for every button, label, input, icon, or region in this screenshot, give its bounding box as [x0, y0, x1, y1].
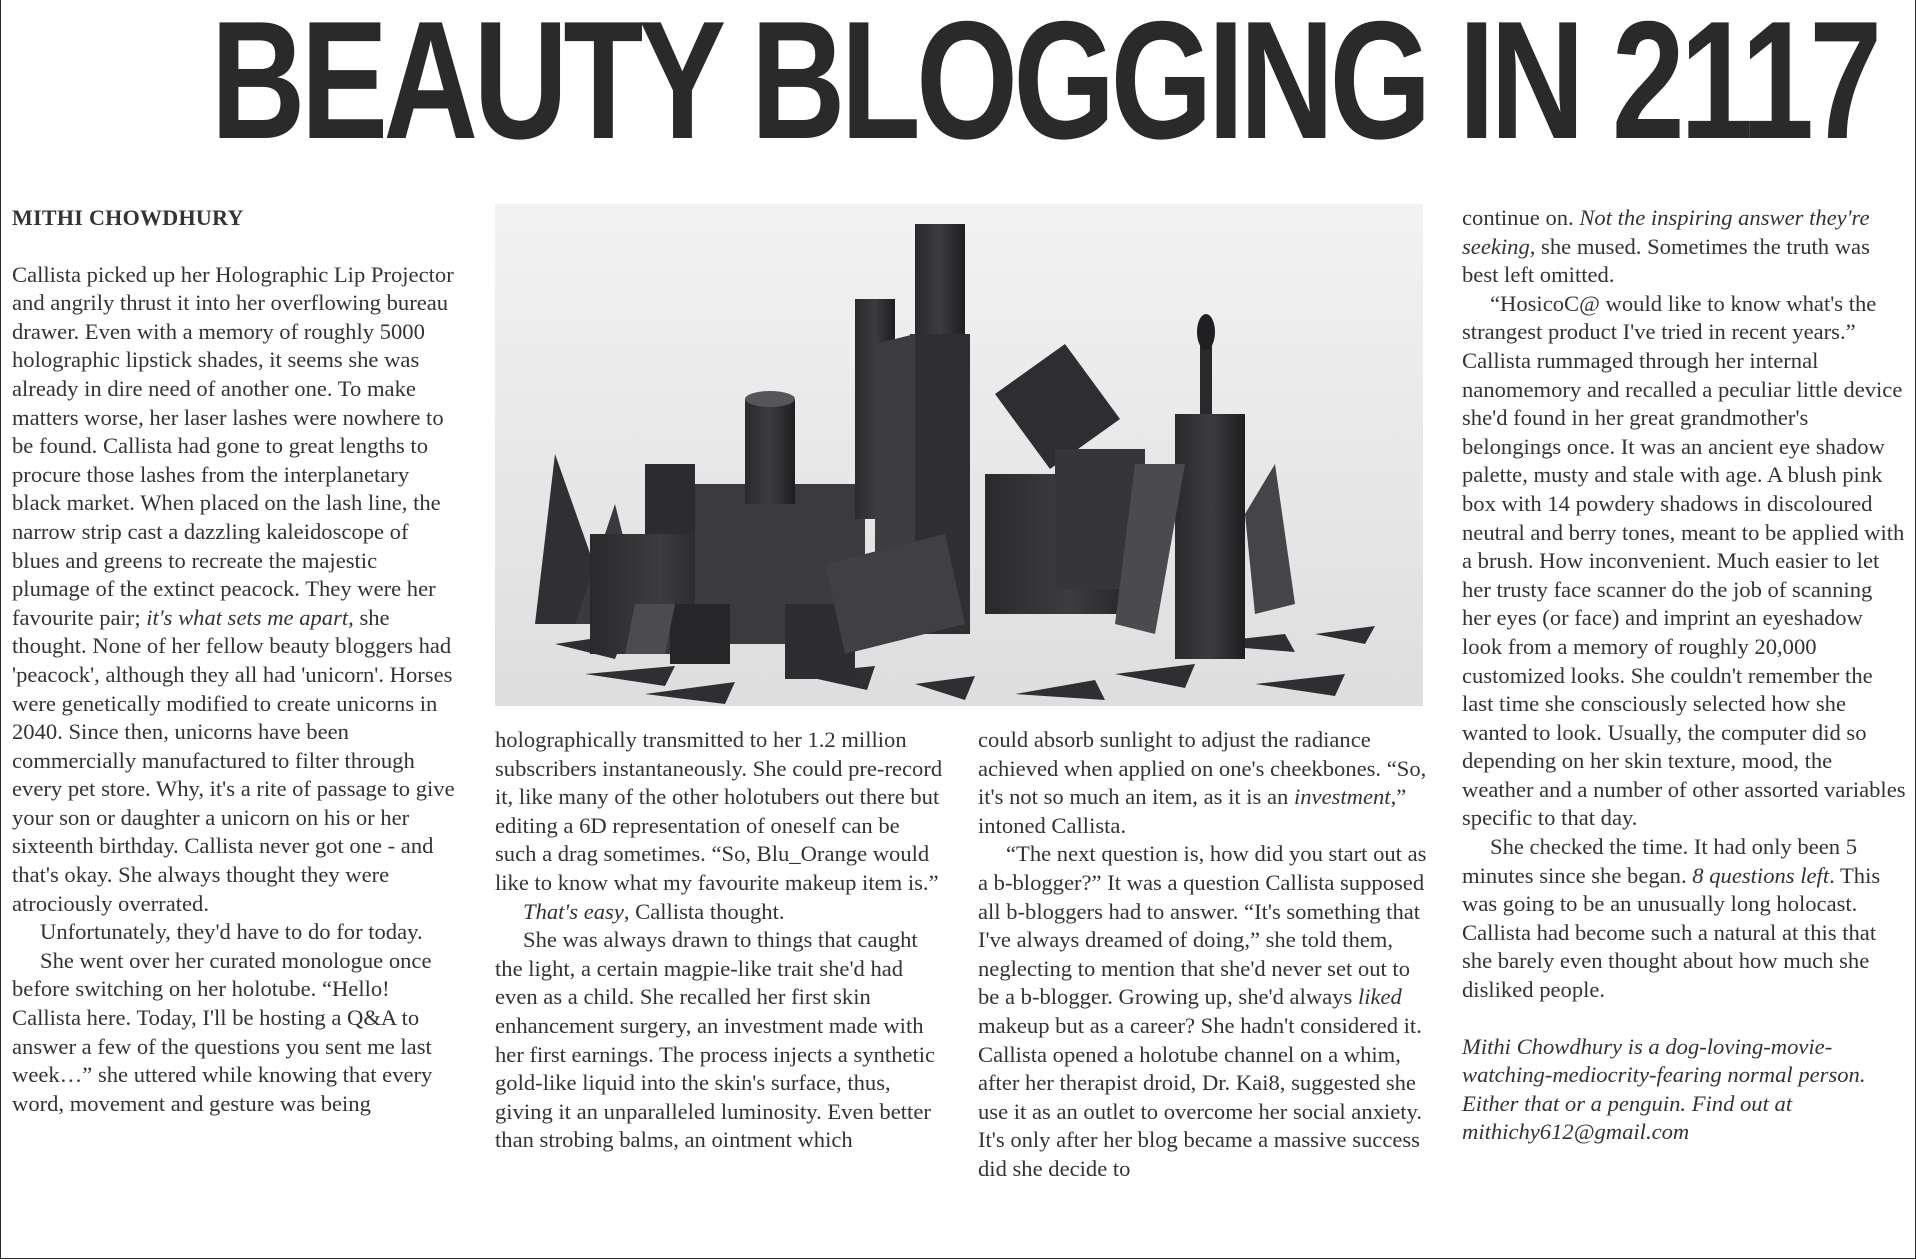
paragraph: She went over her curated monologue once before switching on her holotube. “Hello! Callista here. Today, I'll be hosting a Q&A to answer a few of the questions you sent me last week…” she uttered while knowing that every word, movement and gesture was being — [12, 947, 433, 1116]
paragraph: That's easy, Callista thought. — [523, 898, 785, 924]
paragraph: Unfortunately, they'd have to do for today. — [40, 919, 423, 945]
column-1 — [12, 204, 460, 1118]
column-4 — [1462, 204, 1906, 1147]
paragraph: continue on. Not the inspiring answer they're seeking, she mused. Sometimes the truth was best left omitted. — [1462, 205, 1870, 288]
paragraph: holographically transmitted to her 1.2 million subscribers instantaneously. She could pre-record it, like many of the other holotubers out there but editing a 6D representation of oneself can be such a drag sometimes. “So, Blu_Orange would like to know what my favourite makeup item is.” — [495, 727, 943, 895]
cosmetics-sculpture-photo — [495, 204, 1423, 706]
paragraph: She was always drawn to things that caught the light, a certain magpie-like trait she'd had even as a child. She recalled her first skin enhancement surgery, an investment made with her first earnings. The process injects a synthetic gold-like liquid into the skin's surface, thus, giving it an unparalleled luminosity. Even better than strobing balms, an ointment which — [495, 927, 936, 1153]
byline: MITHI CHOWDHURY — [12, 205, 244, 230]
paragraph: She checked the time. It had only been 5 minutes since she began. 8 questions left. This was going to be an unusually long holocast. Callista had become such a natural at this that she barely even thought about how much she disliked people. — [1462, 834, 1881, 1003]
paragraph: “The next question is, how did you start out as a b-blogger?” It was a question Callista supposed all b-bloggers had to answer. “It's something that I've always dreamed of doing,” she told them, neglecting to mention that she'd never set out to be a b-blogger. Growing up, she'd always liked makeup but as a career? She hadn't considered it. Callista opened a holotube channel on a whim, after her therapist droid, Dr. Kai8, suggested she use it as an outlet to overcome her social anxiety. It's only after her blog became a massive success did she decide to — [978, 841, 1427, 1181]
column-3 — [978, 726, 1428, 1184]
paragraph: “HosicoC@ would like to know what's the strangest product I've tried in recent years.” Callista rummaged through her internal nanomemory and recalled a peculiar little device she'd found in her great grandmother's belongings once. It was an ancient eye shadow palette, musty and stale with age. A blush pink box with 14 powdery shadows in discoloured neutral and berry tones, meant to be applied with a brush. How inconvenient. Much easier to let her trusty face scanner do the job of scanning her eyes (or face) and imprint an eyeshadow look from a memory of roughly 20,000 customized looks. She couldn't remember the last time she consciously selected how she wanted to look. Usually, the computer did so depending on her skin texture, mood, the weather and a number of other assorted variables specific to that day. — [1462, 290, 1906, 831]
author-bio: Mithi Chowdhury is a dog-loving-movie-watching-mediocrity-fearing normal person. Either that or a penguin. Find out at mithichy612@gmail.com — [1462, 1033, 1866, 1145]
paragraph: Callista picked up her Holographic Lip Projector and angrily thrust it into her overflowing bureau drawer. Even with a memory of roughly 5000 holographic lipstick shades, it seems she was already in dire need of another one. To make matters worse, her laser lashes were nowhere to be found. Callista had gone to great lengths to procure those lashes from the interplanetary black market. When placed on the lash line, the narrow strip cast a dazzling kaleidoscope of blues and greens to recreate the majestic plumage of the extinct peacock. They were her favourite pair; it's what sets me apart, she thought. None of her fellow beauty bloggers had 'peacock', although they all had 'unicorn'. Horses were genetically modified to create unicorns in 2040. Since then, unicorns have been commercially manufactured to filter through every pet store. Why, it's a rite of passage to give your son or daughter a unicorn on his or her sixteenth birthday. Callista never got one - and that's okay. She always thought they were atrociously overrated. — [12, 261, 455, 916]
paragraph: could absorb sunlight to adjust the radiance achieved when applied on one's cheekbones. “So, it's not so much an item, as it is an investment,” intoned Callista. — [978, 727, 1427, 838]
headline: BEAUTY BLOGGING IN 2117 — [210, 0, 1878, 174]
column-2 — [495, 726, 945, 1155]
